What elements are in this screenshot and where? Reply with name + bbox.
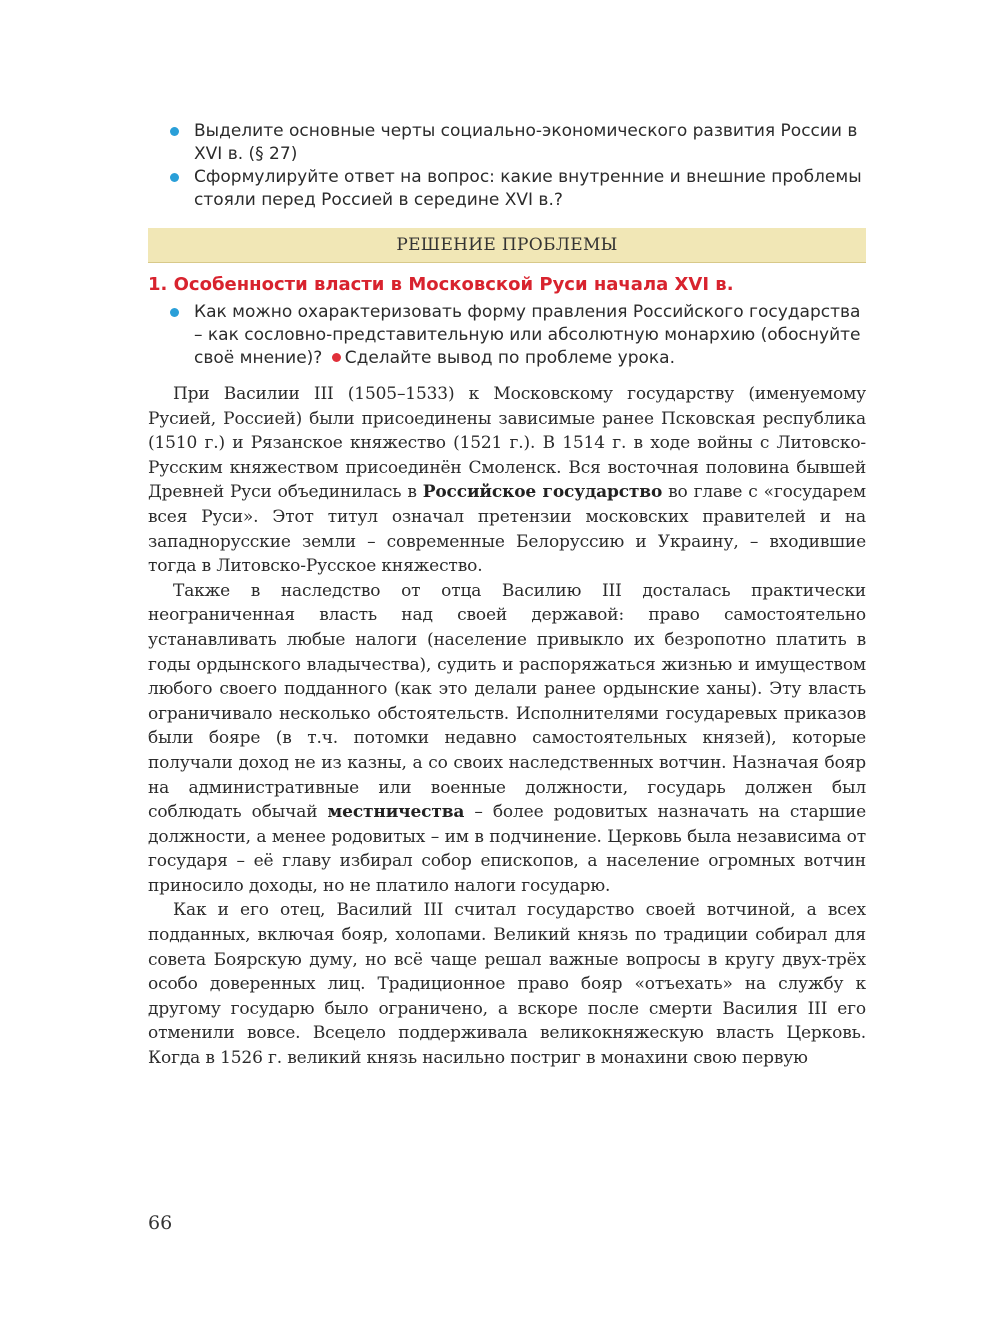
section-banner: РЕШЕНИЕ ПРОБЛЕМЫ — [148, 228, 866, 263]
bullet-dot-icon — [170, 127, 179, 136]
intro-question-item — [148, 166, 866, 212]
bullet-dot-icon — [170, 308, 179, 317]
paragraph-text: – более родовитых назначать на старшие должности, а менее родовитых – им в подчинение. Церковь была независима от государя – её главу избирал собор епископов, а население огромных вотчин приносило доходы, но не платило налоги государю. — [148, 802, 866, 896]
paragraph-text: во главе с «государем всея Руси». Этот титул означал претензии московских правителей и на западнорусские земли – современные Белоруссию и Украину, – входившие тогда в Литовско-Русское княжество. — [148, 482, 866, 577]
intro-question-item — [148, 120, 866, 166]
section-question-text: Как можно охарактеризовать форму правления Российского государства – как сословно-представительную или абсолютную монархию (обоснуйте своё мнение)? — [194, 302, 861, 368]
body-text — [148, 382, 866, 1071]
intro-questions — [148, 120, 866, 212]
task-dot-icon — [332, 353, 341, 362]
section-task-text: Сделайте вывод по проблеме урока. — [344, 348, 675, 368]
page-number: 66 — [148, 1212, 173, 1234]
paragraph — [148, 579, 866, 899]
paragraph-text: Также в наследство от отца Василию III досталась практически неограниченная власть над своей державой: право самостоятельно устанавливать любые налоги (население привыкло их безропотно платить в годы ордынского владычества), судить и распоряжаться жизнью и имуществом любого своего подданного (как это делали ранее ордынские ханы). Эту власть ограничивало несколько обстоятельств. Исполнителями государевых приказов были бояре (в т.ч. потомки недавно самостоятельных князей), которые получали доход не из казны, а со своих наследственных вотчин. Назначая бояр на административные или военные должности, государь должен был соблюдать обычай — [148, 580, 866, 823]
key-term: Российское государство — [422, 482, 663, 503]
key-term: местничества — [327, 802, 465, 823]
paragraph — [148, 898, 866, 1070]
paragraph-text: При Василии III (1505–1533) к Московскому государству (именуемому Русией, Россией) были присоединены зависимые ранее Псковская республика (1510 г.) и Рязанское княжество (1521 г.). В 1514 г. в ходе войны с Литовско-Русским княжеством присоединён Смоленск. Вся восточная половина бывшей Древней Руси объединилась в — [148, 384, 866, 503]
paragraph — [148, 382, 866, 579]
section-question-item — [148, 301, 866, 370]
paragraph-text: Как и его отец, Василий III считал государство своей вотчиной, а всех подданных, включая бояр, холопами. Великий князь по традиции собирал для совета Боярскую думу, но всё чаще решал важные вопросы в кругу двух-трёх особо доверенных лиц. Традиционное право бояр «отъехать» на службу к другому государю было ограничено, а вскоре после смерти Василия III его отменили вовсе. Всецело поддерживала великокняжескую власть Церковь. Когда в 1526 г. великий князь насильно постриг в монахини свою первую — [148, 900, 866, 1069]
intro-question-text: Сформулируйте ответ на вопрос: какие внутренние и внешние проблемы стояли перед Россией в середине XVI в.? — [194, 167, 862, 210]
section-questions — [148, 301, 866, 370]
bullet-dot-icon — [170, 173, 179, 182]
intro-question-text: Выделите основные черты социально-экономического развития России в XVI в. (§ 27) — [194, 121, 858, 164]
textbook-page — [148, 118, 866, 1071]
section-heading: 1. Особенности власти в Московской Руси начала XVI в. — [148, 274, 734, 295]
